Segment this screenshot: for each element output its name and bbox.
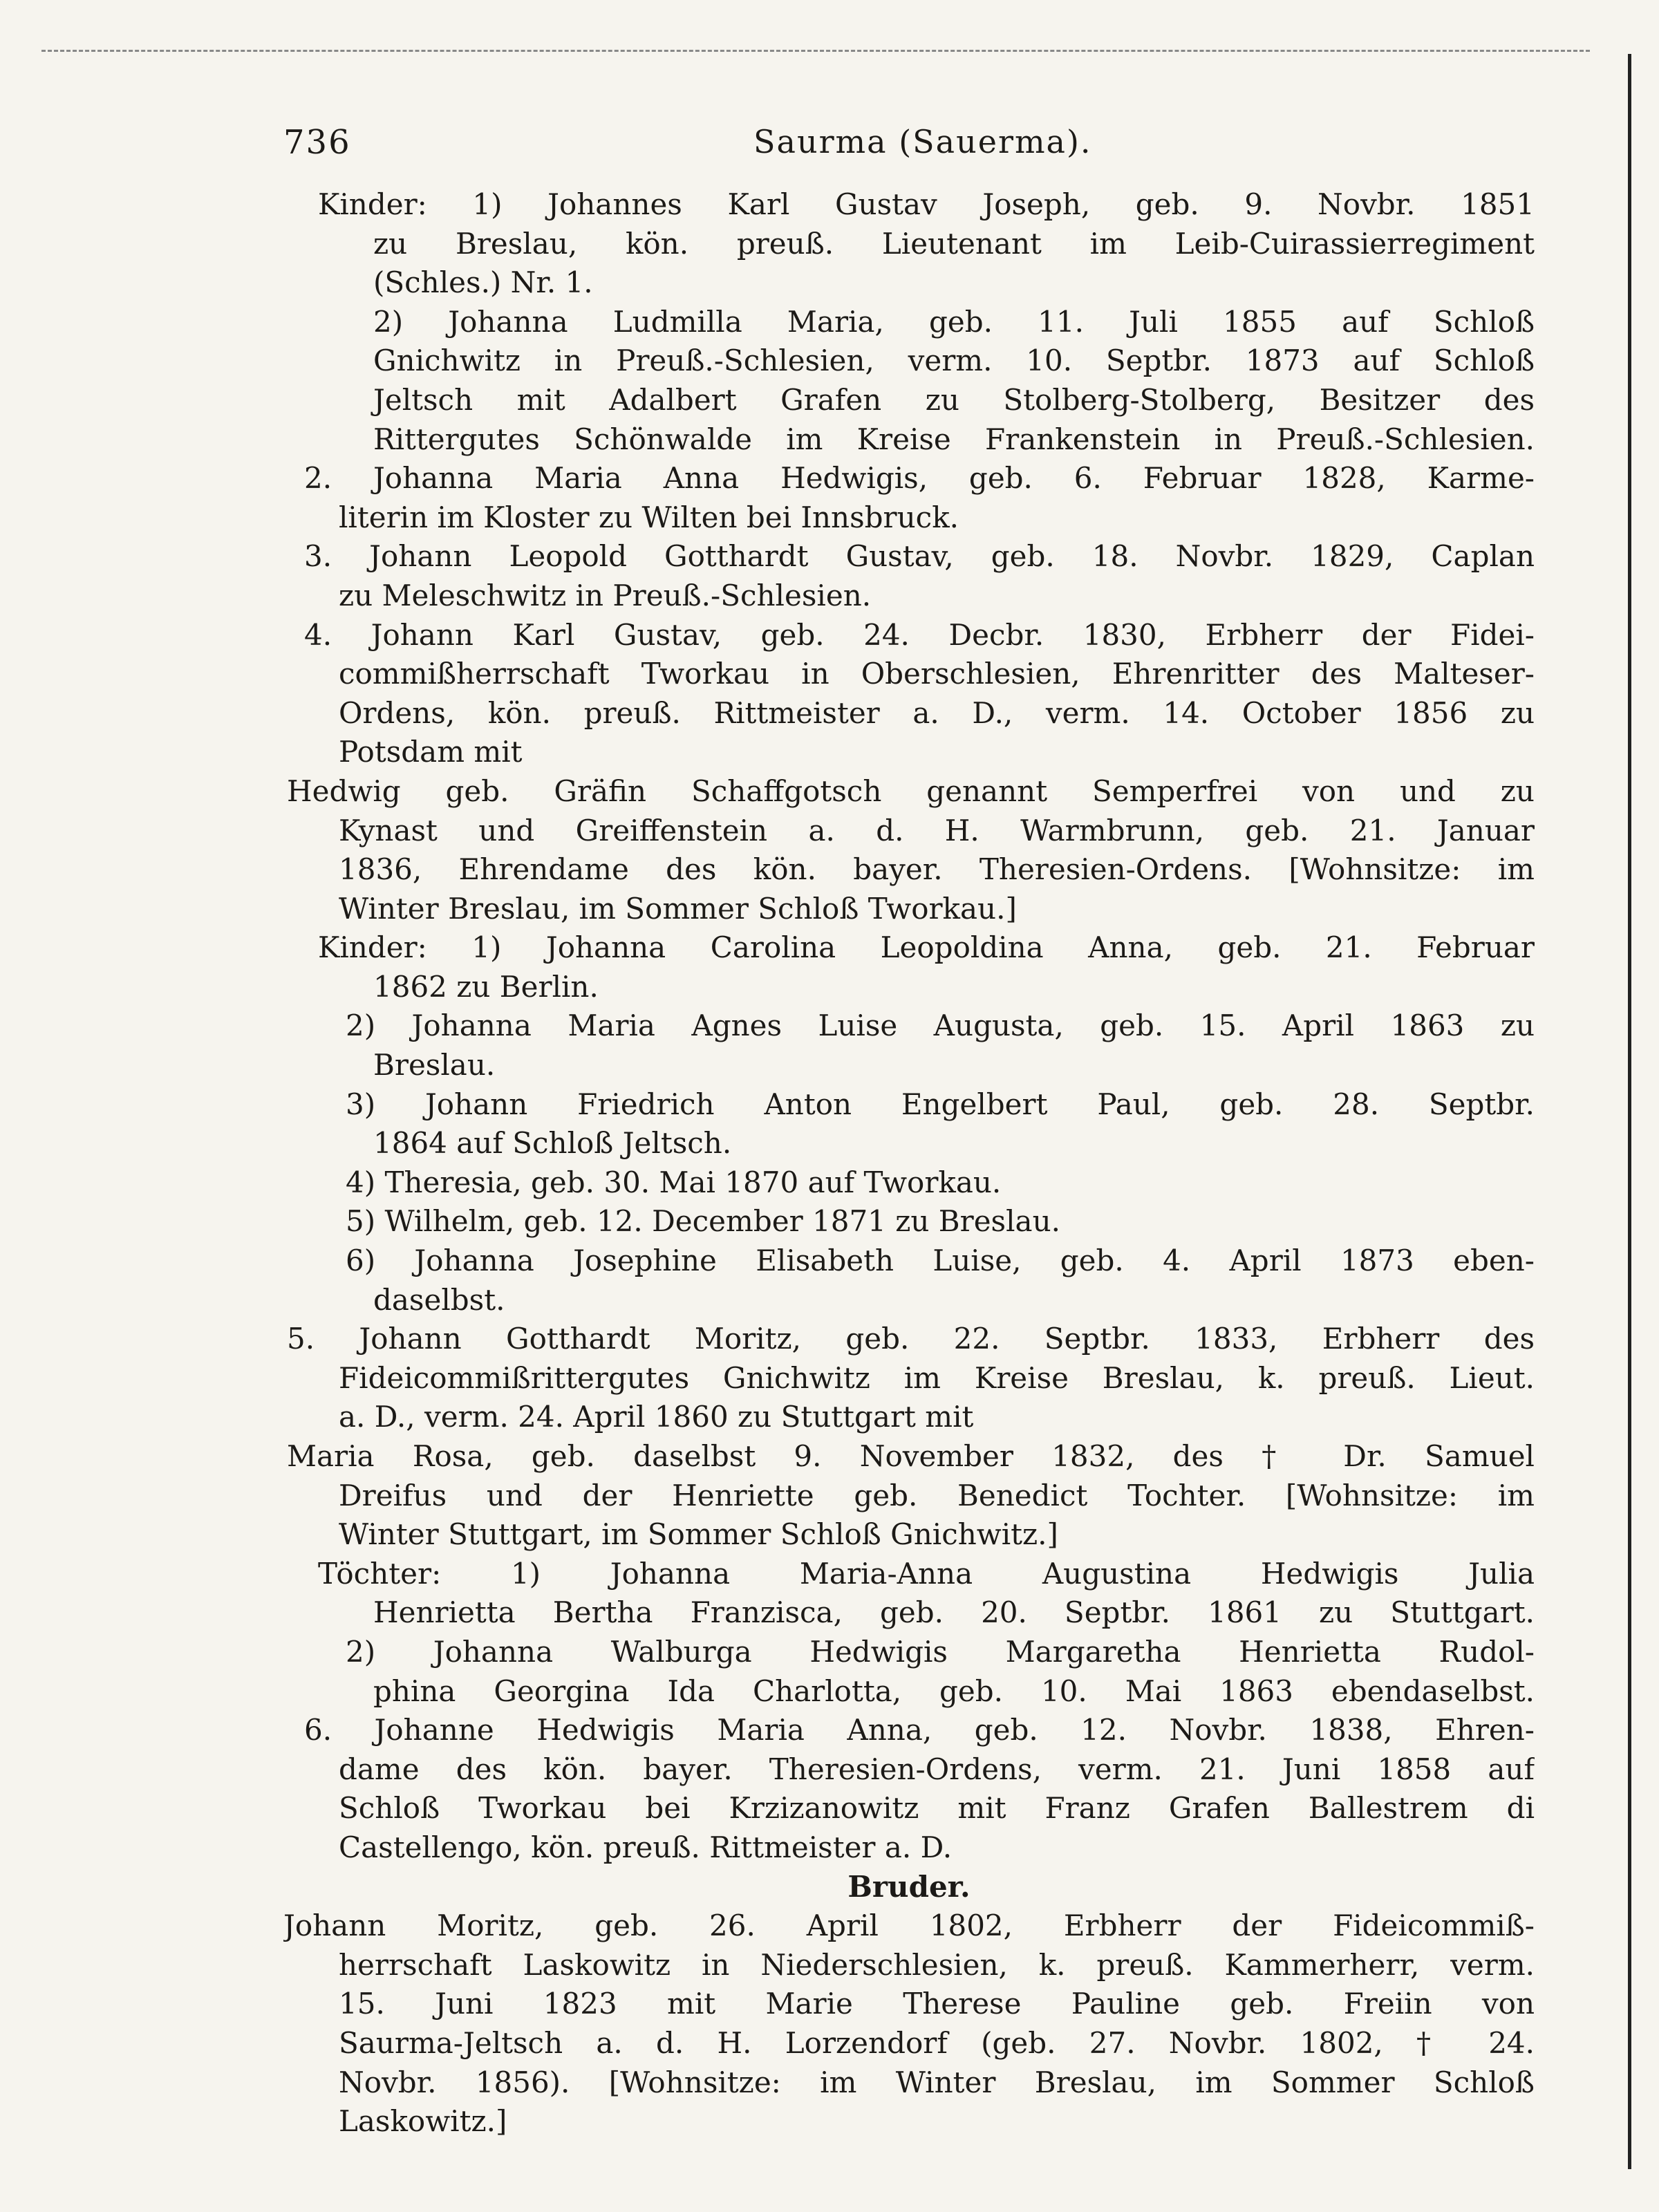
text-line: 1864 auf Schloß Jeltsch. bbox=[373, 1126, 732, 1161]
text-line: 4. Johann Karl Gustav, geb. 24. Decbr. 1830, Erbherr der Fidei- bbox=[304, 617, 1535, 652]
running-head: Saurma (Sauerma). bbox=[753, 123, 1092, 160]
section-heading: Bruder. bbox=[847, 1869, 971, 1904]
text-line: 1862 zu Berlin. bbox=[373, 969, 599, 1004]
text-line: Laskowitz.] bbox=[339, 2104, 507, 2139]
text-line: literin im Kloster zu Wilten bei Innsbruck. bbox=[339, 500, 959, 534]
text-line: Johann Moritz, geb. 26. April 1802, Erbherr der Fideicommiß- bbox=[283, 1909, 1535, 1943]
text-line: Kinder: 1) Johannes Karl Gustav Joseph, geb. 9. Novbr. 1851 bbox=[318, 187, 1535, 221]
text-line: 6. Johanne Hedwigis Maria Anna, geb. 12. Novbr. 1838, Ehren- bbox=[304, 1713, 1535, 1747]
page-number: 736 bbox=[283, 123, 351, 162]
text-line: Dreifus und der Henriette geb. Benedict Tochter. [Wohnsitze: im bbox=[339, 1478, 1535, 1512]
text-line: Henrietta Bertha Franzisca, geb. 20. Septbr. 1861 zu Stuttgart. bbox=[373, 1595, 1535, 1630]
text-line: 2. Johanna Maria Anna Hedwigis, geb. 6. Februar 1828, Karme- bbox=[304, 461, 1535, 496]
text-line: Töchter: 1) Johanna Maria-Anna Augustina Hedwigis Julia bbox=[318, 1556, 1535, 1591]
text-line: Jeltsch mit Adalbert Grafen zu Stolberg-Stolberg, Besitzer des bbox=[373, 382, 1535, 417]
text-line: Kynast und Greiffenstein a. d. H. Warmbrunn, geb. 21. Januar bbox=[339, 813, 1535, 847]
text-line: Fideicommißrittergutes Gnichwitz im Kreise Breslau, k. preuß. Lieut. bbox=[339, 1360, 1535, 1395]
text-line: Winter Stuttgart, im Sommer Schloß Gnichwitz.] bbox=[339, 1517, 1058, 1552]
text-line: 1836, Ehrendame des kön. bayer. Theresien-Ordens. [Wohnsitze: im bbox=[339, 852, 1535, 887]
text-line: Gnichwitz in Preuß.-Schlesien, verm. 10. Septbr. 1873 auf Schloß bbox=[373, 344, 1535, 378]
text-line: Kinder: 1) Johanna Carolina Leopoldina Anna, geb. 21. Februar bbox=[318, 930, 1535, 965]
text-line: Winter Breslau, im Sommer Schloß Tworkau.] bbox=[339, 891, 1017, 926]
text-line: 15. Juni 1823 mit Marie Therese Pauline geb. Freiin von bbox=[339, 1987, 1535, 2021]
text-line: Ordens, kön. preuß. Rittmeister a. D., verm. 14. October 1856 zu bbox=[339, 695, 1535, 730]
text-line: phina Georgina Ida Charlotta, geb. 10. Mai 1863 ebendaselbst. bbox=[373, 1674, 1535, 1708]
text-line: Rittergutes Schönwalde im Kreise Frankenstein in Preuß.-Schlesien. bbox=[373, 422, 1535, 456]
text-line: herrschaft Laskowitz in Niederschlesien, k. preuß. Kammerherr, verm. bbox=[339, 1947, 1535, 1982]
text-line: 2) Johanna Ludmilla Maria, geb. 11. Juli 1855 auf Schloß bbox=[373, 304, 1535, 339]
text-line: a. D., verm. 24. April 1860 zu Stuttgart mit bbox=[339, 1400, 974, 1434]
text-line: 5. Johann Gotthardt Moritz, geb. 22. Septbr. 1833, Erbherr des bbox=[287, 1322, 1535, 1356]
text-line: 2) Johanna Maria Agnes Luise Augusta, geb. 15. April 1863 zu bbox=[346, 1009, 1535, 1043]
text-line: 2) Johanna Walburga Hedwigis Margaretha Henrietta Rudol- bbox=[346, 1634, 1535, 1669]
page-body bbox=[283, 185, 1535, 2141]
text-line: zu Meleschwitz in Preuß.-Schlesien. bbox=[339, 578, 872, 612]
text-line: Maria Rosa, geb. daselbst 9. November 1832, des † Dr. Samuel bbox=[287, 1439, 1535, 1473]
text-line: Potsdam mit bbox=[339, 735, 523, 769]
text-line: 3) Johann Friedrich Anton Engelbert Paul, geb. 28. Septbr. bbox=[346, 1087, 1535, 1121]
text-line: dame des kön. bayer. Theresien-Ordens, verm. 21. Juni 1858 auf bbox=[339, 1752, 1535, 1786]
text-line: Novbr. 1856). [Wohnsitze: im Winter Breslau, im Sommer Schloß bbox=[339, 2065, 1535, 2099]
top-scan-rule bbox=[41, 50, 1590, 52]
text-line: daselbst. bbox=[373, 1282, 505, 1317]
text-line: 6) Johanna Josephine Elisabeth Luise, geb. 4. April 1873 eben- bbox=[346, 1244, 1535, 1278]
text-line: zu Breslau, kön. preuß. Lieutenant im Leib-Cuirassierregiment bbox=[373, 226, 1535, 261]
text-line: Saurma-Jeltsch a. d. H. Lorzendorf (geb. 27. Novbr. 1802, † 24. bbox=[339, 2025, 1535, 2060]
text-line: commißherrschaft Tworkau in Oberschlesien, Ehrenritter des Malteser- bbox=[339, 657, 1535, 691]
text-line: Castellengo, kön. preuß. Rittmeister a. D. bbox=[339, 1830, 953, 1864]
text-line: 3. Johann Leopold Gotthardt Gustav, geb. 18. Novbr. 1829, Caplan bbox=[304, 539, 1535, 574]
text-line: (Schles.) Nr. 1. bbox=[373, 265, 593, 300]
text-line: 5) Wilhelm, geb. 12. December 1871 zu Breslau. bbox=[346, 1204, 1060, 1239]
right-page-edge bbox=[1628, 54, 1631, 2169]
text-line: Hedwig geb. Gräfin Schaffgotsch genannt Semperfrei von und zu bbox=[287, 774, 1535, 808]
text-line: Breslau. bbox=[373, 1048, 496, 1082]
page-header bbox=[283, 123, 1548, 178]
text-line: Schloß Tworkau bei Krzizanowitz mit Franz Grafen Ballestrem di bbox=[339, 1791, 1535, 1826]
text-line: 4) Theresia, geb. 30. Mai 1870 auf Tworkau. bbox=[346, 1165, 1002, 1199]
